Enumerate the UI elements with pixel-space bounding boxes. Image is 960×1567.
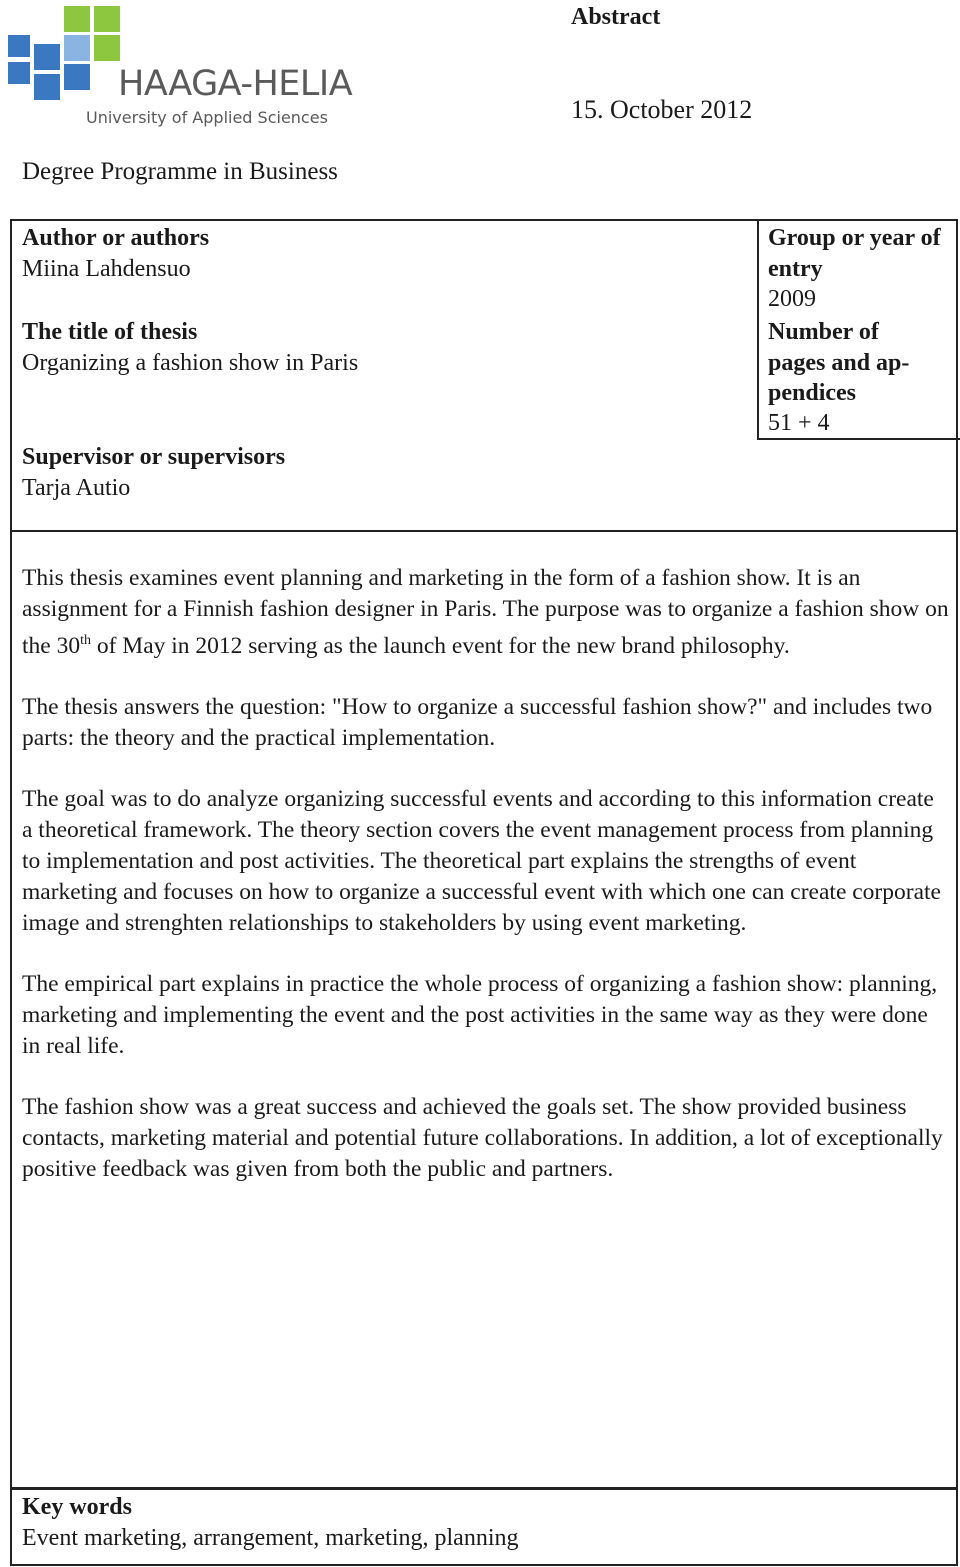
logo-square xyxy=(34,74,60,100)
institution-logo xyxy=(8,4,368,129)
pages-label-cont2: pendices xyxy=(768,380,857,406)
document-type: Abstract xyxy=(571,4,661,30)
logo-subtitle: University of Applied Sciences xyxy=(86,108,328,127)
pages-label-cont: pages and ap- xyxy=(768,350,910,376)
logo-square xyxy=(94,6,120,32)
abstract-paragraph: The thesis answers the question: "How to organize a successful fashion show?" and includes two parts: the theory and the practical implementation. xyxy=(22,693,933,751)
logo-square xyxy=(34,44,60,70)
logo-square xyxy=(64,6,90,32)
entry-pages-cell xyxy=(757,221,960,440)
title-label: The title of thesis xyxy=(22,319,198,345)
document-date: 15. October 2012 xyxy=(571,95,753,124)
logo-wordmark: HAAGA-HELIA xyxy=(118,64,353,104)
abstract-text-span: This thesis examines event planning and marketing in the form of a fashion show. It is an assignment for a Finnish fashion designer in Paris. The purpose was to organize a fashion show on the 30 xyxy=(22,565,949,659)
degree-programme: Degree Programme in Business xyxy=(22,158,338,185)
group-label-cont: entry xyxy=(768,256,823,282)
pages-label: Number of xyxy=(768,319,879,345)
abstract-text xyxy=(22,563,950,1215)
abstract-paragraph: The fashion show was a great success and achieved the goals set. The show provided business contacts, marketing material and potential future collaborations. In addition, a lot of exceptionally positive feedback was given from both the public and partners. xyxy=(22,1093,943,1182)
title-value: Organizing a fashion show in Paris xyxy=(22,350,359,376)
author-value: Miina Lahdensuo xyxy=(22,256,191,282)
logo-square xyxy=(8,62,30,84)
keywords-box xyxy=(10,1488,958,1566)
author-label: Author or authors xyxy=(22,225,210,251)
ordinal-suffix: th xyxy=(80,633,91,648)
logo-square xyxy=(64,35,90,61)
abstract-paragraph: The empirical part explains in practice the whole process of organizing a fashion show: planning, marketing and implementing the event and the post activities in the same way as they were done in real life. xyxy=(22,970,938,1059)
abstract-paragraph: The goal was to do analyze organizing successful events and according to this information create a theoretical framework. The theory section covers the event management process from planning to implementation and post activities. The theoretical part explains the strengths of event marketing and focuses on how to organize a successful event with which one can create corporate image and strenghten relationships to stakeholders by using event marketing. xyxy=(22,785,941,936)
logo-square xyxy=(64,64,90,90)
group-value: 2009 xyxy=(768,286,816,312)
supervisor-value: Tarja Autio xyxy=(22,475,131,501)
logo-square xyxy=(94,35,120,61)
group-label: Group or year of xyxy=(768,225,941,251)
abstract-box xyxy=(10,531,958,1489)
logo-square xyxy=(8,35,30,57)
abstract-text-span: of May in 2012 serving as the launch event for the new brand philosophy. xyxy=(90,632,790,659)
thesis-info-box xyxy=(10,219,958,532)
abstract-paragraph xyxy=(22,563,950,662)
pages-value: 51 + 4 xyxy=(768,410,830,436)
keywords-value: Event marketing, arrangement, marketing, planning xyxy=(22,1525,519,1551)
keywords-label: Key words xyxy=(22,1494,132,1520)
supervisor-label: Supervisor or supervisors xyxy=(22,444,286,470)
